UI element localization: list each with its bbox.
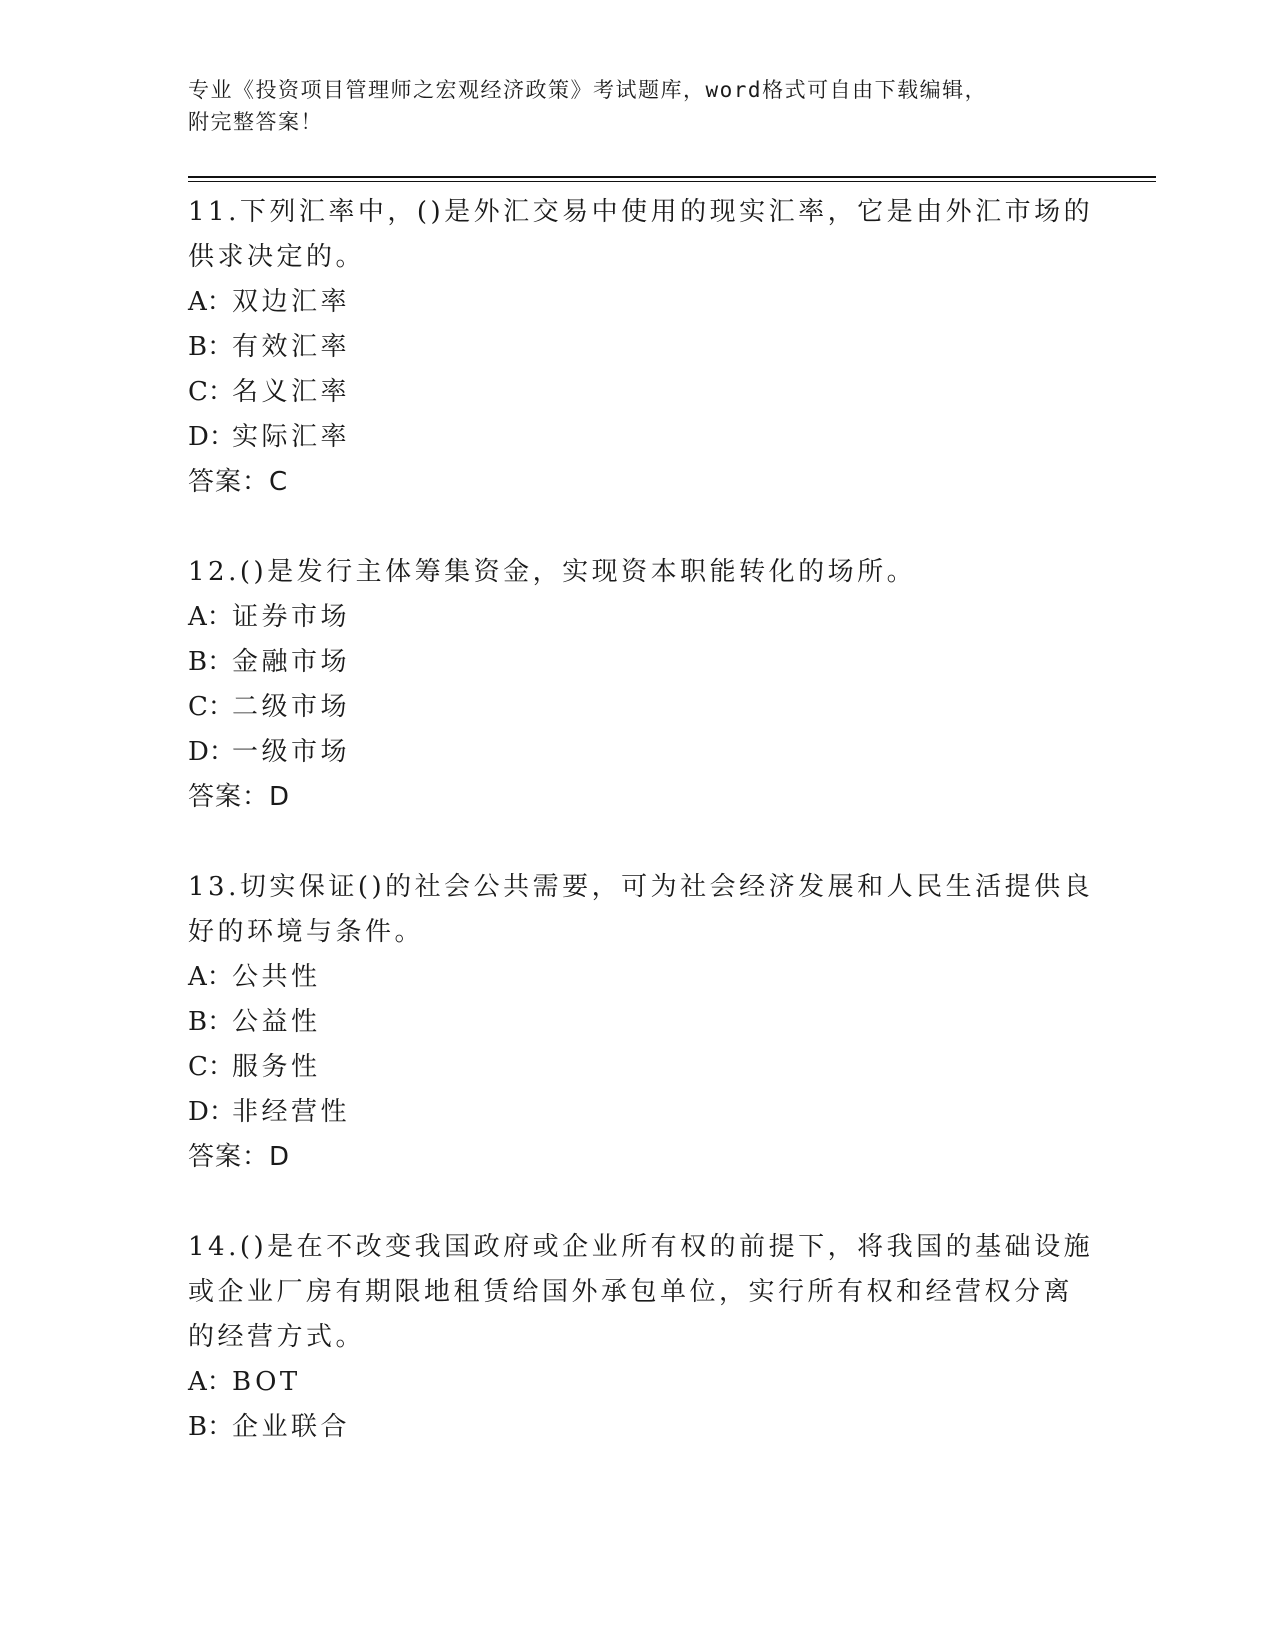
header-line-1: 专业《投资项目管理师之宏观经济政策》考试题库，word格式可自由下载编辑， bbox=[188, 78, 988, 102]
question-12 bbox=[188, 550, 1078, 820]
question-list bbox=[188, 190, 1094, 1495]
option-letter: A： bbox=[188, 287, 233, 317]
option-text: 实际汇率 bbox=[232, 422, 351, 452]
question-stem-line: 12.()是发行主体筹集资金，实现资本职能转化的场所。 bbox=[188, 557, 917, 587]
option-text: BOT bbox=[232, 1367, 301, 1397]
option-c bbox=[188, 685, 1078, 730]
option-letter: A： bbox=[188, 602, 233, 632]
option-a bbox=[188, 595, 1078, 640]
option-letter: B： bbox=[188, 1007, 234, 1037]
option-text: 双边汇率 bbox=[232, 287, 351, 317]
option-letter: D： bbox=[188, 1097, 235, 1127]
option-letter: C： bbox=[188, 1052, 234, 1082]
option-letter: A： bbox=[188, 1367, 233, 1397]
option-d bbox=[188, 415, 1078, 460]
option-text: 公益性 bbox=[232, 1007, 321, 1037]
question-stem-line: 11.下列汇率中，()是外汇交易中使用的现实汇率，它是由外汇市场的 bbox=[188, 197, 1094, 227]
option-text: 金融市场 bbox=[232, 647, 351, 677]
question-13 bbox=[188, 865, 1094, 1180]
option-text: 一级市场 bbox=[232, 737, 351, 767]
option-b bbox=[188, 1000, 1078, 1045]
option-text: 名义汇率 bbox=[232, 377, 351, 407]
option-text: 服务性 bbox=[232, 1052, 321, 1082]
document-header bbox=[188, 74, 1068, 138]
option-letter: B： bbox=[188, 332, 234, 362]
answer-line: 答案：D bbox=[188, 1142, 291, 1172]
option-letter: B： bbox=[188, 647, 234, 677]
answer-line: 答案：C bbox=[188, 467, 289, 497]
header-divider-thick bbox=[188, 176, 1156, 178]
option-letter: C： bbox=[188, 377, 234, 407]
option-letter: B： bbox=[188, 1412, 234, 1442]
question-stem-line: 供求决定的。 bbox=[188, 242, 366, 272]
option-b bbox=[188, 325, 1078, 370]
option-letter: D： bbox=[188, 422, 235, 452]
question-stem-line: 13.切实保证()的社会公共需要，可为社会经济发展和人民生活提供良 bbox=[188, 872, 1094, 902]
answer-line: 答案：D bbox=[188, 782, 291, 812]
option-text: 有效汇率 bbox=[232, 332, 351, 362]
option-d bbox=[188, 730, 1078, 775]
option-a bbox=[188, 955, 1078, 1000]
question-stem-line: 好的环境与条件。 bbox=[188, 917, 425, 947]
option-letter: A： bbox=[188, 962, 233, 992]
option-d bbox=[188, 1090, 1078, 1135]
option-text: 企业联合 bbox=[232, 1412, 351, 1442]
option-c bbox=[188, 370, 1078, 415]
question-stem-line: 的经营方式。 bbox=[188, 1322, 366, 1352]
option-letter: C： bbox=[188, 692, 234, 722]
option-a bbox=[188, 280, 1078, 325]
option-text: 二级市场 bbox=[232, 692, 351, 722]
header-divider-thin bbox=[188, 181, 1156, 182]
option-a bbox=[188, 1360, 1078, 1405]
option-b bbox=[188, 1405, 1078, 1450]
question-stem-line: 14.()是在不改变我国政府或企业所有权的前提下，将我国的基础设施 bbox=[188, 1232, 1094, 1262]
question-stem-line: 或企业厂房有期限地租赁给国外承包单位，实行所有权和经营权分离 bbox=[188, 1277, 1074, 1307]
option-text: 公共性 bbox=[232, 962, 321, 992]
question-11 bbox=[188, 190, 1094, 505]
header-line-2: 附完整答案！ bbox=[188, 110, 323, 134]
option-text: 非经营性 bbox=[232, 1097, 351, 1127]
option-c bbox=[188, 1045, 1078, 1090]
question-14 bbox=[188, 1225, 1094, 1450]
option-b bbox=[188, 640, 1078, 685]
option-letter: D： bbox=[188, 737, 235, 767]
option-text: 证券市场 bbox=[232, 602, 351, 632]
